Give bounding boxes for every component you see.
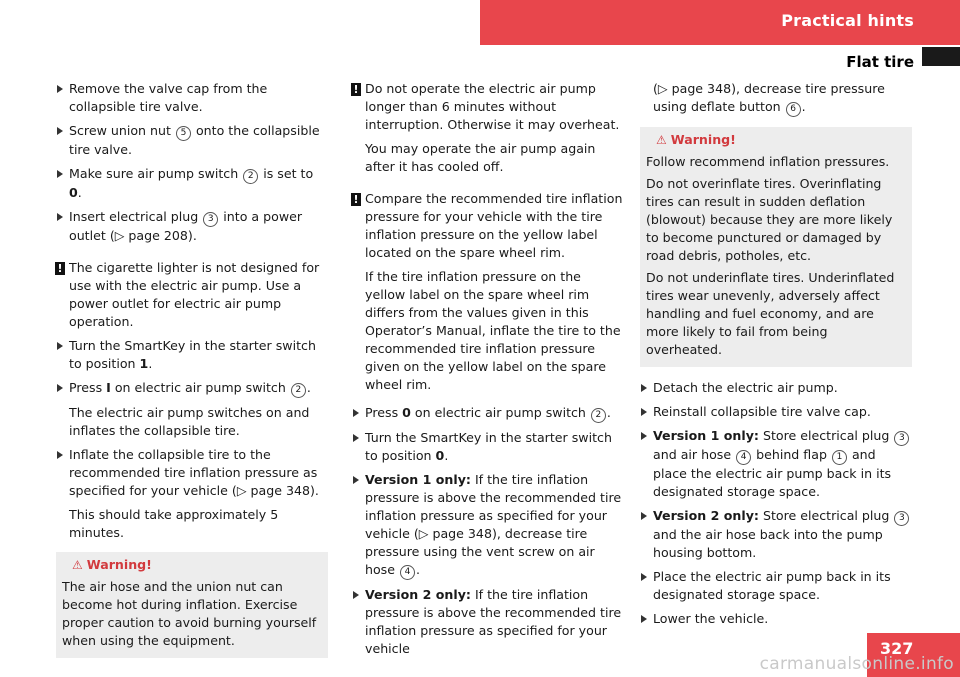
column-3 [640,80,912,634]
version2-continuation: (▷ page 348), decrease tire pressure using deflate button 6 . [640,80,912,117]
warning-underinflate: Do not underinflate tires. Underinflated tires wear unevenly, adversely affect handling and fuel economy, and are more likely to fail from being overheated. [646,270,895,357]
warning-triangle-icon: ⚠ [656,133,667,147]
step-version2-decrease: Version 2 only: If the tire inflation pressure is above the recommended tire inflation pressure as specified for your vehicle [352,586,624,658]
note-pump-duration: ! Do not operate the electric air pump longer than 6 minutes without interruption. Otherwise it may overheat. [352,80,624,134]
page-number: 327 [880,639,914,658]
callout-1-icon: 1 [832,450,847,465]
section-title: Practical hints [781,11,914,30]
step-lower-vehicle: Lower the vehicle. [640,610,912,628]
warning-text: The air hose and the union nut can become hot during inflation. Exercise proper caution to avoid burning yourself when using the equipment. [62,579,317,648]
step-reinstall-cap: Reinstall collapsible tire valve cap. [640,403,912,421]
note-compare-pressure: ! Compare the recommended tire inflation pressure for your vehicle with the tire inflation pressure on the yellow label located on the spare wheel rim. [352,190,624,262]
note-cigarette-lighter: ! The cigarette lighter is not designed for use with the electric air pump. Use a power outlet for electric air pump operation. [56,259,328,331]
column-2 [352,80,624,664]
step-smartkey-position-1: Turn the SmartKey in the starter switch to position 1. [56,337,328,373]
warning-follow-pressures: Follow recommend inflation pressures. [646,154,890,169]
callout-4-icon: 4 [400,565,415,580]
step-version1-decrease: Version 1 only: If the tire inflation pressure is above the recommended tire inflation pressure as specified for your vehicle (▷ page 348), decrease tire pressure using the vent screw on air hose 4 . [352,471,624,580]
note-yellow-label: If the tire inflation pressure on the yellow label on the spare wheel rim differs from the values given in this Operator’s Manual, inflate the tire to the recommended tire inflation pressure given on the yellow label on the spare wheel rim. [365,269,621,392]
warning-overinflate: Do not overinflate tires. Overinflating tires can result in sudden deflation (blowout) because they are more likely to become punctured or damaged by road debris, potholes, etc. [646,176,893,263]
warning-box-inflation [640,127,912,367]
callout-2-icon: 2 [591,408,606,423]
subsection-title: Flat tire [846,53,914,71]
step-remove-valve-cap: Remove the valve cap from the collapsible tire valve. [56,80,328,116]
callout-6-icon: 6 [786,102,801,117]
corner-mark [922,47,960,66]
callout-5-icon: 5 [176,126,191,141]
step-inflate-tire: Inflate the collapsible tire to the recommended tire inflation pressure as specified for your vehicle (▷ page 348). [56,446,328,500]
exclamation-icon: ! [55,262,65,275]
step-switch-set-zero: Make sure air pump switch 2 is set to 0. [56,165,328,202]
callout-4-icon: 4 [736,450,751,465]
warning-box-hot-hose [56,552,328,658]
step-smartkey-position-0: Turn the SmartKey in the starter switch to position 0. [352,429,624,465]
warning-title: ⚠ Warning! [72,557,152,572]
callout-2-icon: 2 [291,383,306,398]
step-version1-store: Version 1 only: Store electrical plug 3 and air hose 4 behind flap 1 and place the electric air pump back in its designated storage space. [640,427,912,501]
pump-switches-on-text: The electric air pump switches on and inflates the collapsible tire. [69,405,310,438]
step-screw-union-nut: Screw union nut 5 onto the collapsible tire valve. [56,122,328,159]
warning-triangle-icon: ⚠ [72,558,83,572]
column-1 [56,80,328,670]
callout-3-icon: 3 [894,431,909,446]
duration-text: This should take approximately 5 minutes. [69,507,279,540]
step-press-zero: Press 0 on electric air pump switch 2 . [352,404,624,423]
step-version2-store: Version 2 only: Store electrical plug 3 and the air hose back into the pump housing bottom. [640,507,912,562]
step-insert-plug: Insert electrical plug 3 into a power outlet (▷ page 208). [56,208,328,245]
watermark: carmanualsonline.info [759,654,954,674]
callout-3-icon: 3 [894,511,909,526]
step-detach-pump: Detach the electric air pump. [640,379,912,397]
callout-3-icon: 3 [203,212,218,227]
step-press-i: Press I on electric air pump switch 2 . [56,379,328,398]
step-place-pump-back: Place the electric air pump back in its designated storage space. [640,568,912,604]
exclamation-icon: ! [351,83,361,96]
exclamation-icon: ! [351,193,361,206]
warning-title: ⚠ Warning! [656,132,736,147]
callout-2-icon: 2 [243,169,258,184]
note-pump-cooldown: You may operate the air pump again after it has cooled off. [365,141,596,174]
